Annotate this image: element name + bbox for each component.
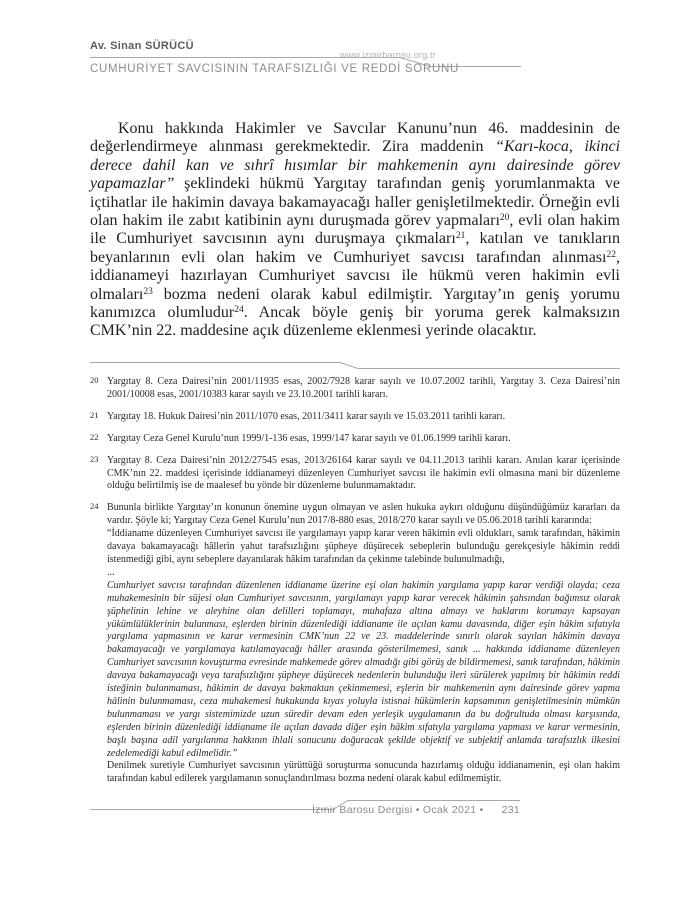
journal-name: İzmir Barosu Dergisi • Ocak 2021 • (311, 804, 484, 816)
footnote-number: 21 (90, 409, 99, 420)
author-name: Av. Sinan SÜRÜCÜ (90, 40, 194, 52)
footnote-paragraph: Cumhuriyet savcısı tarafından düzenlenen iddianame üzerine eşi olan hakimin yargılama yapıp karar verdiği olayda; ceza muhakemesinin bir süjesi olan Cumhuriyet savcısının, yargılamayı yapıp karar verecek hâkimin şahsından bağımsız olarak şüphelinin lehine ve aleyhine olan delilleri toplamayı, muhafaza altına almayı ve haklarını korumayı kapsayan yükümlülüklerinin bulunması, eşlerden birinin düzenlediği iddianame ile açılan kamu davasında, diğer eşin hâkim sıfatıyla yargılama yapmasının ve karar vermesinin CMK’nun 22 ve 23. maddelerinde sınırlı olarak sayılan hâkimin davaya bakamayacağı ve yargılamaya katılamayacağı hâller arasında gösterilmemesi, sanık ... hakkında iddianame düzenleyen Cumhuriyet savcısının kovuşturma evresinde mahkemede görev almadığı gibi görüş de bildirmemesi, sanık tarafından, hâkimin davaya bakamayacağı veya tarafsızlığını şüpheye düşürecek nedenlerin bulunduğu ileri sürülerek yapılmış bir hâkimin reddi isteğinin bulunmaması, hâkimin de davaya bakmaktan çekinmemesi, eşlerin bir mahkemenin aynı dairesinde görev yapma hâlinin bulunmaması, ceza muhakemesi hukukunda kıyas yoluyla istisnai hükümlerin kapsamının genişletilmesinin mümkün bulunmaması ve yargı sistemimizde uzun süredir devam eden yerleşik uygulamanın da bu doğrultuda olması karşısında, eşlerden birinin düzenlediği iddianame ile açılan davada diğer eşin hâkim sıfatıyla yargılama yapması ve karar vermesinin, başlı başına adil yargılanma hakkının ihlali sonucunu doğuracak şekilde objektif ve subjektif anlamda tarafsızlık ilkesini zedelemediği kabul edilmelidir.” (107, 579, 620, 759)
footnote-ref: 24 (234, 305, 244, 316)
body-text-segment: “Karı-koca, ikinci derece dahil kan ve sıhrî hısımlar bir mahkemenin aynı dairesinde görev yapamazlar” (90, 138, 621, 193)
footnote-text (107, 411, 620, 424)
footnote-paragraph: Yargıtay 8. Ceza Dairesi’nin 2012/27545 esas, 2013/26164 karar sayılı ve 04.11.2013 tarihli kararı. Anılan karar içerisinde CMK’nın 22. maddesi içerisinde iddianameyi düzenleyen Cumhuriyet savcısı ile hakimin evli olmasına mani bir düzenleme olduğu belirtilmiş ise de maalesef bu yönde bir düzenleme bulunmamaktadır. (107, 454, 620, 492)
body-text-segment: şeklindeki hükmü Yargıtay tarafından geniş yorumlanmakta ve içtihatlar ile hakimin davaya bakamayacağı haller genişletilmektedir. Örneğin evli olan hakim ile zabıt katibinin aynı duruşmada görev yapmaları (90, 175, 620, 230)
footnote-paragraph: ... (107, 566, 115, 578)
footnote-paragraph: Yargıtay 8. Ceza Dairesi’nin 2001/11935 esas, 2002/7928 karar sayılı ve 10.07.2002 tarihli, Yargıtay 3. Ceza Dairesi’nin 2001/10008 esas, 2001/10383 karar sayılı ve 23.10.2001 tarihli kararı. (107, 376, 620, 400)
footnote-text (107, 376, 620, 402)
footnote-separator-line (90, 360, 620, 370)
footnote-number: 23 (90, 453, 99, 464)
footnote-paragraph: Bununla birlikte Yargıtay’ın konunun önemine uygun olmayan ve aslen hukuka aykırı olduğunu düşündüğümüz kararları da vardır. Şöyle ki; Yargıtay Ceza Genel Kurulu’nun 2017/8-880 esas, 2018/270 karar sayılı ve 05.06.2018 tarihli kararında: (107, 502, 620, 527)
footnote-paragraph: Denilmek suretiyle Cumhuriyet savcısının yürüttüğü soruşturma sonucunda hazırlamış olduğu iddianamenin, eşi olan hakim tarafından kabul edilerek yargılamanın sonuçlandırılması bozma nedeni olarak kabul edilmemiştir. (107, 760, 620, 785)
footnote-paragraph: “İddianame düzenleyen Cumhuriyet savcısı ile yargılamayı yapıp karar veren hâkimin evli oldukları, sanık tarafından, hâkimin davaya bakamayacağı hâllerin yahut tarafsızlığını şüpheye düşürecek sebeplerin bulunduğu gerekçesiyle hâkimin reddi istenmediği gibi, aynı sebeplere dayanılarak hâkim tarafından da çekinme talebinde bulunulmadığı, (107, 528, 620, 565)
footnote-paragraph: Yargıtay Ceza Genel Kurulu’nun 1999/1-136 esas, 1999/147 karar sayılı ve 01.06.1999 tarihli kararı. (107, 432, 511, 444)
body-paragraph (90, 120, 620, 341)
footnote-text (107, 433, 620, 446)
body-text-segment: , iddianameyi hazırlayan Cumhuriyet savcısı ile hükmü veren hakimin evli olmaları (90, 248, 620, 303)
footnote (90, 455, 620, 494)
footnote-paragraph: Yargıtay 18. Hukuk Dairesi’nin 2011/1070 esas, 2011/3411 karar sayılı ve 15.03.2011 tarihli kararı. (107, 410, 506, 422)
footnotes (90, 376, 620, 795)
footnote-ref: 20 (499, 213, 510, 224)
footnote-number: 24 (90, 501, 99, 512)
page-number: 231 (501, 804, 520, 816)
footnote-number: 22 (90, 431, 99, 442)
footnote-text (107, 455, 620, 494)
footnote (90, 502, 620, 786)
footnote-ref: 21 (455, 231, 466, 242)
footnote-ref: 23 (143, 286, 153, 297)
body-text-segment: . Ancak böyle geniş bir yoruma gerek kalmaksızın CMK’nin 22. maddesine açık düzenleme eklenmesi yerinde olacaktır. (90, 304, 621, 340)
body-text-segment: , katılan ve tanıkların beyanlarının evli olan hakim ve Cumhuriyet savcısı tarafından alınması (90, 230, 620, 266)
website-url: www.izmirbarosu.org.tr (340, 50, 436, 60)
body-text-segment: , evli olan hakim ile Cumhuriyet savcısının aynı duruşmaya çıkmaları (90, 212, 621, 248)
footnote (90, 376, 620, 402)
page-footer (90, 804, 520, 817)
footnote-number: 20 (90, 375, 99, 385)
body-text-segment: bozma nedeni olarak kabul edilmiştir. Yargıtay’ın geniş yorumu kanımızca olumludur (90, 285, 620, 322)
body-text-segment: Konu hakkında Hakimler ve Savcılar Kanunu’nun 46. maddesinin de değerlendirmeye alınması gerekmektedir. Zira maddenin (90, 120, 620, 156)
footnote-text (107, 502, 620, 786)
footnote (90, 411, 620, 424)
footnote (90, 433, 620, 446)
footnote-ref: 22 (606, 249, 616, 260)
article-title: CUMHURİYET SAVCISININ TARAFSIZLIĞI VE REDDİ SORUNU (90, 63, 459, 75)
